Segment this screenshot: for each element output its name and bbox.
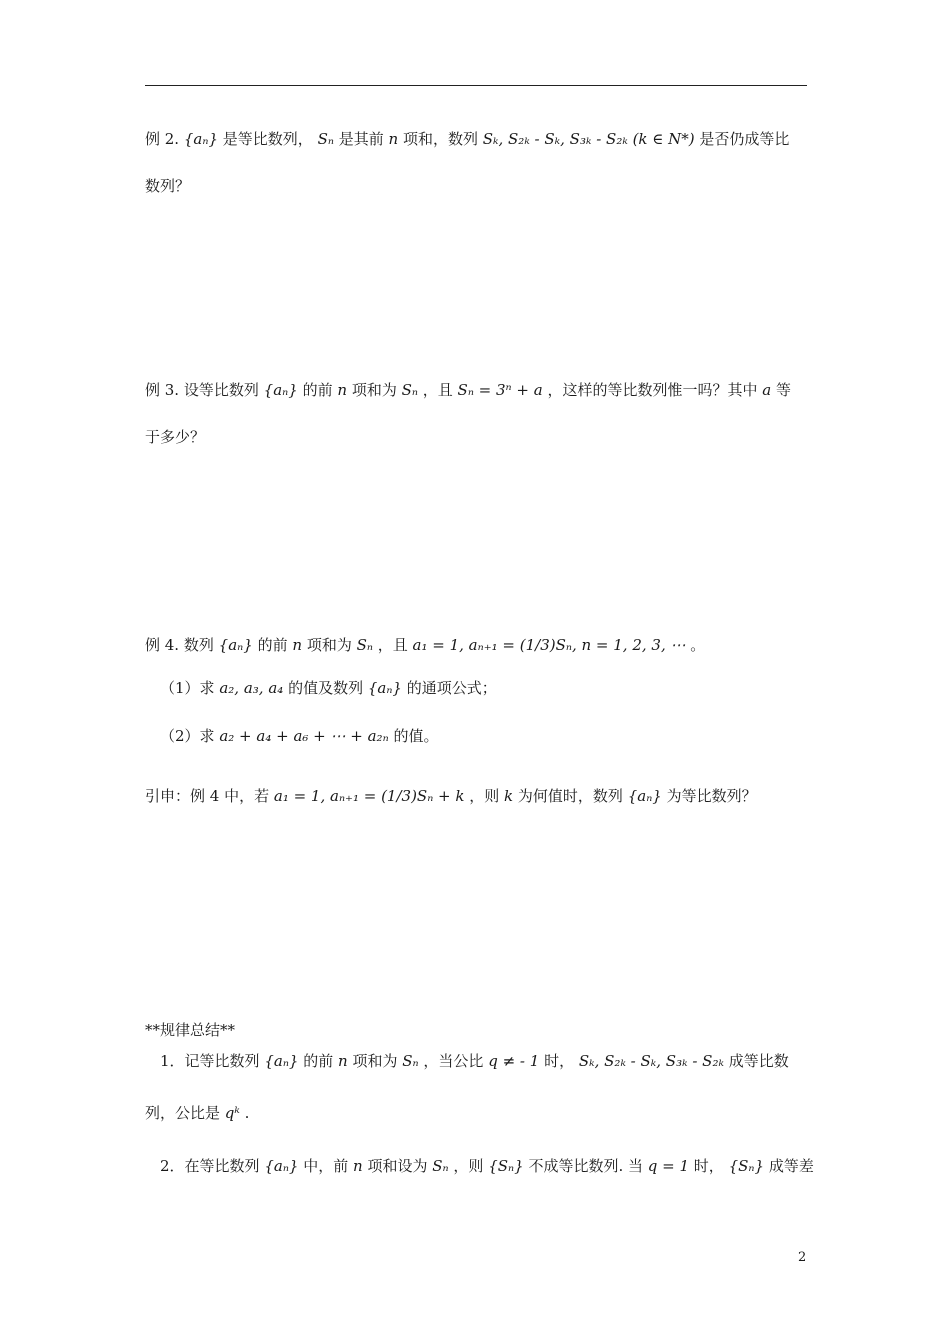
example2-text-d: 是否仍成等比 bbox=[699, 130, 790, 148]
example3-text-a: 设等比数列 bbox=[183, 381, 259, 399]
p2-math-f: {Sₙ} bbox=[728, 1157, 765, 1175]
example3-text-c: 项和为 bbox=[351, 381, 397, 399]
example2-text-a: 是等比数列， bbox=[222, 130, 313, 148]
p2-text-d: 不成等比数列. 当 bbox=[528, 1157, 643, 1175]
p2-text-a: 中，前 bbox=[303, 1157, 349, 1175]
page-number: 2 bbox=[798, 1250, 807, 1265]
example4-extension bbox=[145, 783, 757, 809]
p1-line2-text: 列，公比是 bbox=[145, 1104, 221, 1122]
example4-math-d: a₁ = 1, aₙ₊₁ = (1/3)Sₙ, n = 1, 2, 3, ⋯ bbox=[412, 636, 686, 654]
summary-point1-line1 bbox=[160, 1048, 789, 1074]
p2-math-a: {aₙ} bbox=[264, 1157, 299, 1175]
example3-prefix: 例 3. bbox=[145, 381, 180, 399]
ext-text-c: 为等比数列？ bbox=[666, 787, 757, 805]
q2-text: 的值。 bbox=[393, 727, 439, 745]
example4-question1 bbox=[160, 675, 497, 701]
example4-text-a: 数列 bbox=[183, 636, 214, 654]
example2-prefix: 例 2. bbox=[145, 130, 180, 148]
summary-point2 bbox=[160, 1153, 814, 1179]
ext-math-b: k bbox=[504, 787, 514, 805]
q2-prefix: （2）求 bbox=[160, 727, 215, 745]
ext-text-a: ，则 bbox=[469, 787, 500, 805]
p1-math-e: Sₖ, S₂ₖ - Sₖ, S₃ₖ - S₂ₖ bbox=[578, 1052, 724, 1070]
summary-heading: **规律总结** bbox=[145, 1021, 236, 1039]
header-rule bbox=[145, 85, 807, 86]
ext-text-b: 为何值时，数列 bbox=[517, 787, 623, 805]
example4-text-c: 项和为 bbox=[306, 636, 352, 654]
p1-prefix: 1．记等比数列 bbox=[160, 1052, 260, 1070]
p1-text-e: 成等比数 bbox=[728, 1052, 789, 1070]
p2-text-f: 成等差 bbox=[768, 1157, 814, 1175]
ext-prefix: 引申：例 4 中，若 bbox=[145, 787, 270, 805]
summary-point1-line2 bbox=[145, 1100, 249, 1126]
p1-text-d: 时， bbox=[544, 1052, 575, 1070]
p2-math-d: {Sₙ} bbox=[488, 1157, 524, 1175]
p1-math-b: n bbox=[338, 1052, 348, 1070]
example3-text-b: 的前 bbox=[302, 381, 333, 399]
p1-math-c: Sₙ bbox=[402, 1052, 419, 1070]
p2-prefix: 2．在等比数列 bbox=[160, 1157, 260, 1175]
example2-math-c: n bbox=[388, 130, 399, 148]
example3-text-e: ，这样的等比数列惟一吗？其中 bbox=[547, 381, 758, 399]
p2-math-e: q = 1 bbox=[647, 1157, 690, 1175]
p1-text-c: ，当公比 bbox=[423, 1052, 484, 1070]
p2-text-e: 时， bbox=[693, 1157, 724, 1175]
ext-math: a₁ = 1, aₙ₊₁ = (1/3)Sₙ + k bbox=[273, 787, 465, 805]
example4-text-b: 的前 bbox=[257, 636, 288, 654]
p2-text-c: ，则 bbox=[453, 1157, 484, 1175]
example3-math-b: n bbox=[337, 381, 348, 399]
p1-math-a: {aₙ} bbox=[264, 1052, 299, 1070]
p2-math-b: n bbox=[353, 1157, 363, 1175]
example2-line1 bbox=[145, 126, 789, 152]
example2-math-b: Sₙ bbox=[317, 130, 334, 148]
example2-text-c: 项和，数列 bbox=[402, 130, 478, 148]
q1-math-b: {aₙ} bbox=[367, 679, 402, 697]
q1-text: 的值及数列 bbox=[288, 679, 364, 697]
q1-math: a₂, a₃, a₄ bbox=[219, 679, 284, 697]
example3-text-f: 等 bbox=[776, 381, 792, 399]
example2-line2: 数列？ bbox=[145, 177, 191, 195]
example3-math-e: a bbox=[762, 381, 772, 399]
example2-text-b: 是其前 bbox=[338, 130, 384, 148]
example3-math-a: {aₙ} bbox=[263, 381, 298, 399]
example3-math-d: Sₙ = 3ⁿ + a bbox=[457, 381, 543, 399]
example4-math-b: n bbox=[292, 636, 303, 654]
example2-math-a: {aₙ} bbox=[183, 130, 218, 148]
example4-prefix: 例 4. bbox=[145, 636, 180, 654]
q2-math: a₂ + a₄ + a₆ + ⋯ + a₂ₙ bbox=[219, 727, 389, 745]
q1-text-b: 的通项公式； bbox=[406, 679, 497, 697]
q1-prefix: （1）求 bbox=[160, 679, 215, 697]
p1-line2-math: qᵏ bbox=[224, 1104, 240, 1122]
p1-math-d: q ≠ - 1 bbox=[488, 1052, 540, 1070]
example4-question2 bbox=[160, 723, 438, 749]
p1-text-a: 的前 bbox=[303, 1052, 334, 1070]
example4-text-d: ，且 bbox=[377, 636, 408, 654]
example3-line2: 于多少？ bbox=[145, 428, 206, 446]
p2-text-b: 项和设为 bbox=[367, 1157, 428, 1175]
example4-text-e: 。 bbox=[690, 636, 706, 654]
example4-math-c: Sₙ bbox=[356, 636, 373, 654]
example2-math-d: Sₖ, S₂ₖ - Sₖ, S₃ₖ - S₂ₖ (k ∈ N*) bbox=[482, 130, 695, 148]
example3-math-c: Sₙ bbox=[401, 381, 418, 399]
p1-line2-end: . bbox=[244, 1104, 250, 1122]
p1-text-b: 项和为 bbox=[352, 1052, 398, 1070]
example4-math-a: {aₙ} bbox=[218, 636, 253, 654]
ext-math-c: {aₙ} bbox=[627, 787, 662, 805]
example4-line1 bbox=[145, 632, 705, 658]
example3-line1 bbox=[145, 377, 791, 403]
p2-math-c: Sₙ bbox=[432, 1157, 449, 1175]
example3-text-d: ，且 bbox=[422, 381, 453, 399]
